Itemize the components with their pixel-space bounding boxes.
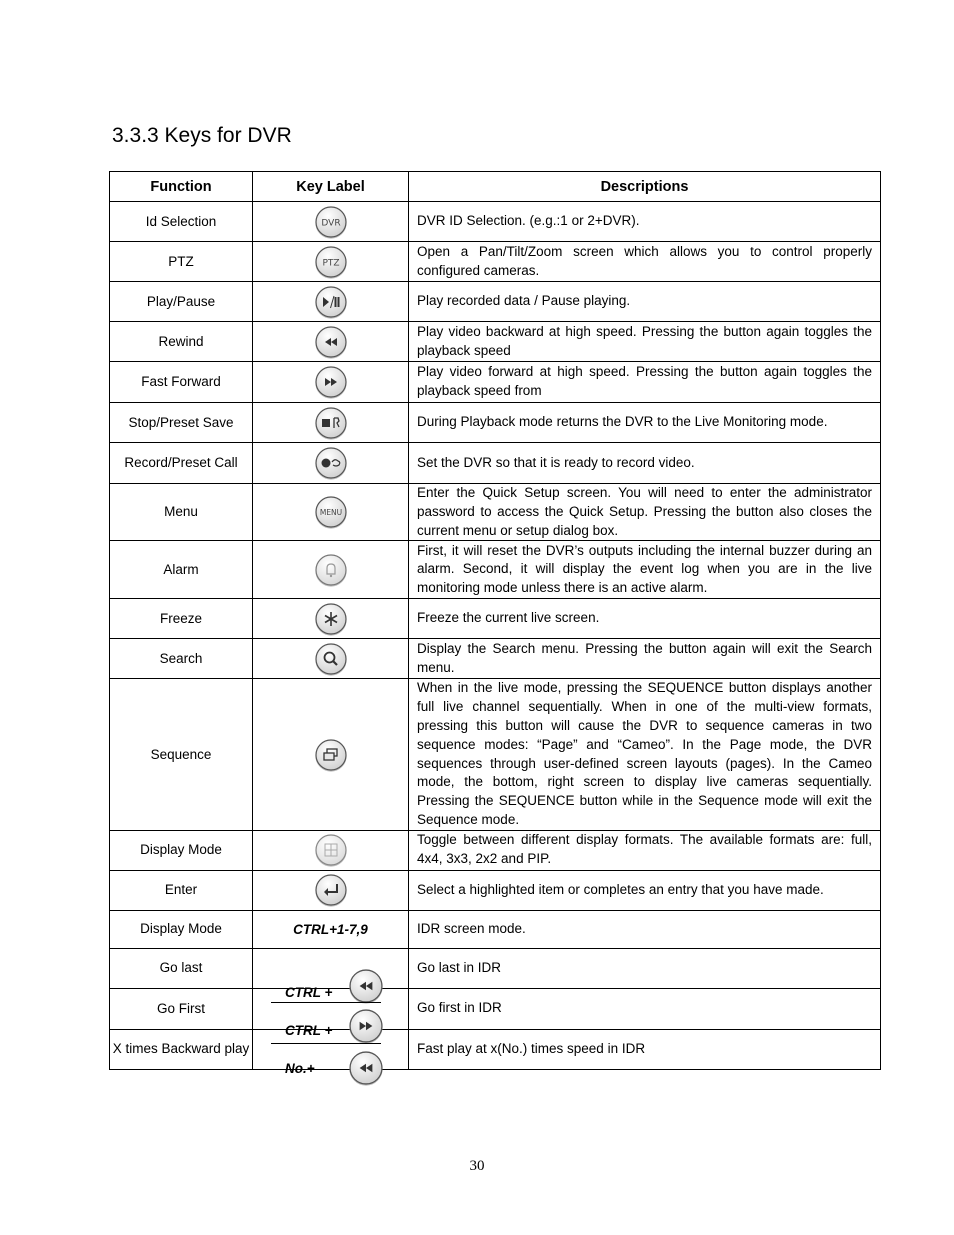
key-label-cell xyxy=(253,362,409,403)
table-row xyxy=(110,443,881,484)
function-cell: Stop/Preset Save xyxy=(110,403,253,443)
key-combo-text: CTRL + xyxy=(285,985,333,1001)
alarm-icon xyxy=(315,554,347,586)
description-cell: Go last in IDR xyxy=(409,948,881,988)
function-cell: Freeze xyxy=(110,599,253,639)
description-cell: DVR ID Selection. (e.g.:1 or 2+DVR). xyxy=(409,202,881,242)
search-icon xyxy=(315,643,347,675)
table-row xyxy=(110,282,881,322)
description-cell: First, it will reset the DVR’s outputs including the internal buzzer during an alarm. Second, it will display the event log when you are in the live monitoring mode unless there is an active alarm. xyxy=(409,541,881,599)
description-cell: Play video forward at high speed. Pressing the button again toggles the playback speed from xyxy=(409,362,881,403)
table-row xyxy=(110,322,881,362)
key-combo-text: CTRL + xyxy=(285,1022,333,1038)
table-row xyxy=(110,870,881,910)
function-cell: Fast Forward xyxy=(110,362,253,403)
key-label-cell xyxy=(253,870,409,910)
rewind-icon xyxy=(349,969,381,1001)
key-underline xyxy=(271,1002,381,1003)
description-cell: Toggle between different display formats. The available formats are: full, 4x4, 3x3, 2x2 and PIP. xyxy=(409,830,881,870)
function-cell: Search xyxy=(110,639,253,679)
key-label-cell xyxy=(253,910,409,948)
key-label-cell xyxy=(253,322,409,362)
description-cell: Play recorded data / Pause playing. xyxy=(409,282,881,322)
key-underline xyxy=(271,1043,381,1044)
display-mode-icon xyxy=(315,834,347,866)
function-cell: Display Mode xyxy=(110,830,253,870)
key-label-cell xyxy=(253,830,409,870)
function-cell: Id Selection xyxy=(110,202,253,242)
description-cell: Select a highlighted item or completes an entry that you have made. xyxy=(409,870,881,910)
description-cell: Play video backward at high speed. Pressing the button again toggles the playback speed xyxy=(409,322,881,362)
table-row xyxy=(110,988,881,1029)
function-cell: X times Backward play xyxy=(110,1029,253,1069)
record-preset-call-icon xyxy=(315,447,347,479)
fast-forward-icon xyxy=(315,366,347,398)
table-row xyxy=(110,639,881,679)
play-pause-icon xyxy=(315,286,347,318)
function-cell: Play/Pause xyxy=(110,282,253,322)
description-cell: Fast play at x(No.) times speed in IDR xyxy=(409,1029,881,1069)
table-row xyxy=(110,599,881,639)
table-row xyxy=(110,1029,881,1069)
description-cell: Enter the Quick Setup screen. You will need to enter the administrator password to access the Quick Setup. Pressing the button also closes the current menu or setup dialog box. xyxy=(409,484,881,541)
dvr-button-icon xyxy=(315,206,347,238)
key-label-cell xyxy=(253,679,409,830)
function-cell: Sequence xyxy=(110,679,253,830)
sequence-icon xyxy=(315,739,347,771)
description-cell: Set the DVR so that it is ready to record video. xyxy=(409,443,881,484)
table-row xyxy=(110,202,881,242)
description-cell: When in the live mode, pressing the SEQUENCE button displays another full live channel sequentially. When in one of the multi-view formats, pressing this button will cause the DVR to sequence cameras in two sequence modes: “Page” and “Cameo”. In the Page mode, the DVR sequences through user-defined screen layouts (pages). In the Cameo mode, the bottom, right screen to display live cameras sequentially. Pressing the SEQUENCE button while in the Sequence mode will exit the Sequence mode. xyxy=(409,679,881,830)
rewind-icon xyxy=(349,1051,381,1083)
function-cell: Menu xyxy=(110,484,253,541)
description-cell: During Playback mode returns the DVR to the Live Monitoring mode. xyxy=(409,403,881,443)
section-title: 3.3.3 Keys for DVR xyxy=(112,124,292,147)
key-label-cell xyxy=(253,541,409,599)
key-label-cell xyxy=(253,282,409,322)
function-cell: Record/Preset Call xyxy=(110,443,253,484)
keys-table xyxy=(109,171,881,1077)
table-row xyxy=(110,948,881,988)
description-cell: Display the Search menu. Pressing the button again will exit the Search menu. xyxy=(409,639,881,679)
enter-icon xyxy=(315,874,347,906)
key-combo-text: No.+ xyxy=(285,1061,315,1077)
key-label-cell xyxy=(253,242,409,282)
key-label-cell xyxy=(253,403,409,443)
key-label-cell xyxy=(253,639,409,679)
key-label-cell xyxy=(253,443,409,484)
table-row xyxy=(110,830,881,870)
rewind-icon xyxy=(315,326,347,358)
description-cell: Go first in IDR xyxy=(409,988,881,1029)
function-cell: Go last xyxy=(110,948,253,988)
key-label-cell xyxy=(253,599,409,639)
table-header-row xyxy=(110,172,881,202)
function-cell: Rewind xyxy=(110,322,253,362)
fast-forward-icon xyxy=(349,1009,381,1041)
function-cell: Alarm xyxy=(110,541,253,599)
page-number: 30 xyxy=(469,1158,485,1174)
table-row xyxy=(110,541,881,599)
freeze-icon xyxy=(315,603,347,635)
table-row xyxy=(110,403,881,443)
svg-text:MENU: MENU xyxy=(319,508,342,518)
svg-text:PTZ: PTZ xyxy=(321,258,340,268)
menu-button-icon xyxy=(315,496,347,528)
header-descriptions: Descriptions xyxy=(409,172,881,202)
table-row xyxy=(110,679,881,830)
svg-text:DVR: DVR xyxy=(320,218,341,228)
table-row xyxy=(110,484,881,541)
stop-preset-save-icon xyxy=(315,407,347,439)
function-cell: Go First xyxy=(110,988,253,1029)
description-cell: IDR screen mode. xyxy=(409,910,881,948)
header-key-label: Key Label xyxy=(253,172,409,202)
description-cell: Freeze the current live screen. xyxy=(409,599,881,639)
table-row xyxy=(110,910,881,948)
function-cell: Display Mode xyxy=(110,910,253,948)
table-row xyxy=(110,362,881,403)
key-label-cell xyxy=(253,484,409,541)
header-function: Function xyxy=(110,172,253,202)
function-cell: PTZ xyxy=(110,242,253,282)
key-label-cell xyxy=(253,948,409,1001)
table-row xyxy=(110,242,881,282)
ptz-button-icon xyxy=(315,246,347,278)
function-cell: Enter xyxy=(110,870,253,910)
key-label-cell xyxy=(253,202,409,242)
key-combo-text: CTRL+1-7,9 xyxy=(293,921,368,937)
description-cell: Open a Pan/Tilt/Zoom screen which allows you to control properly configured cameras. xyxy=(409,242,881,282)
